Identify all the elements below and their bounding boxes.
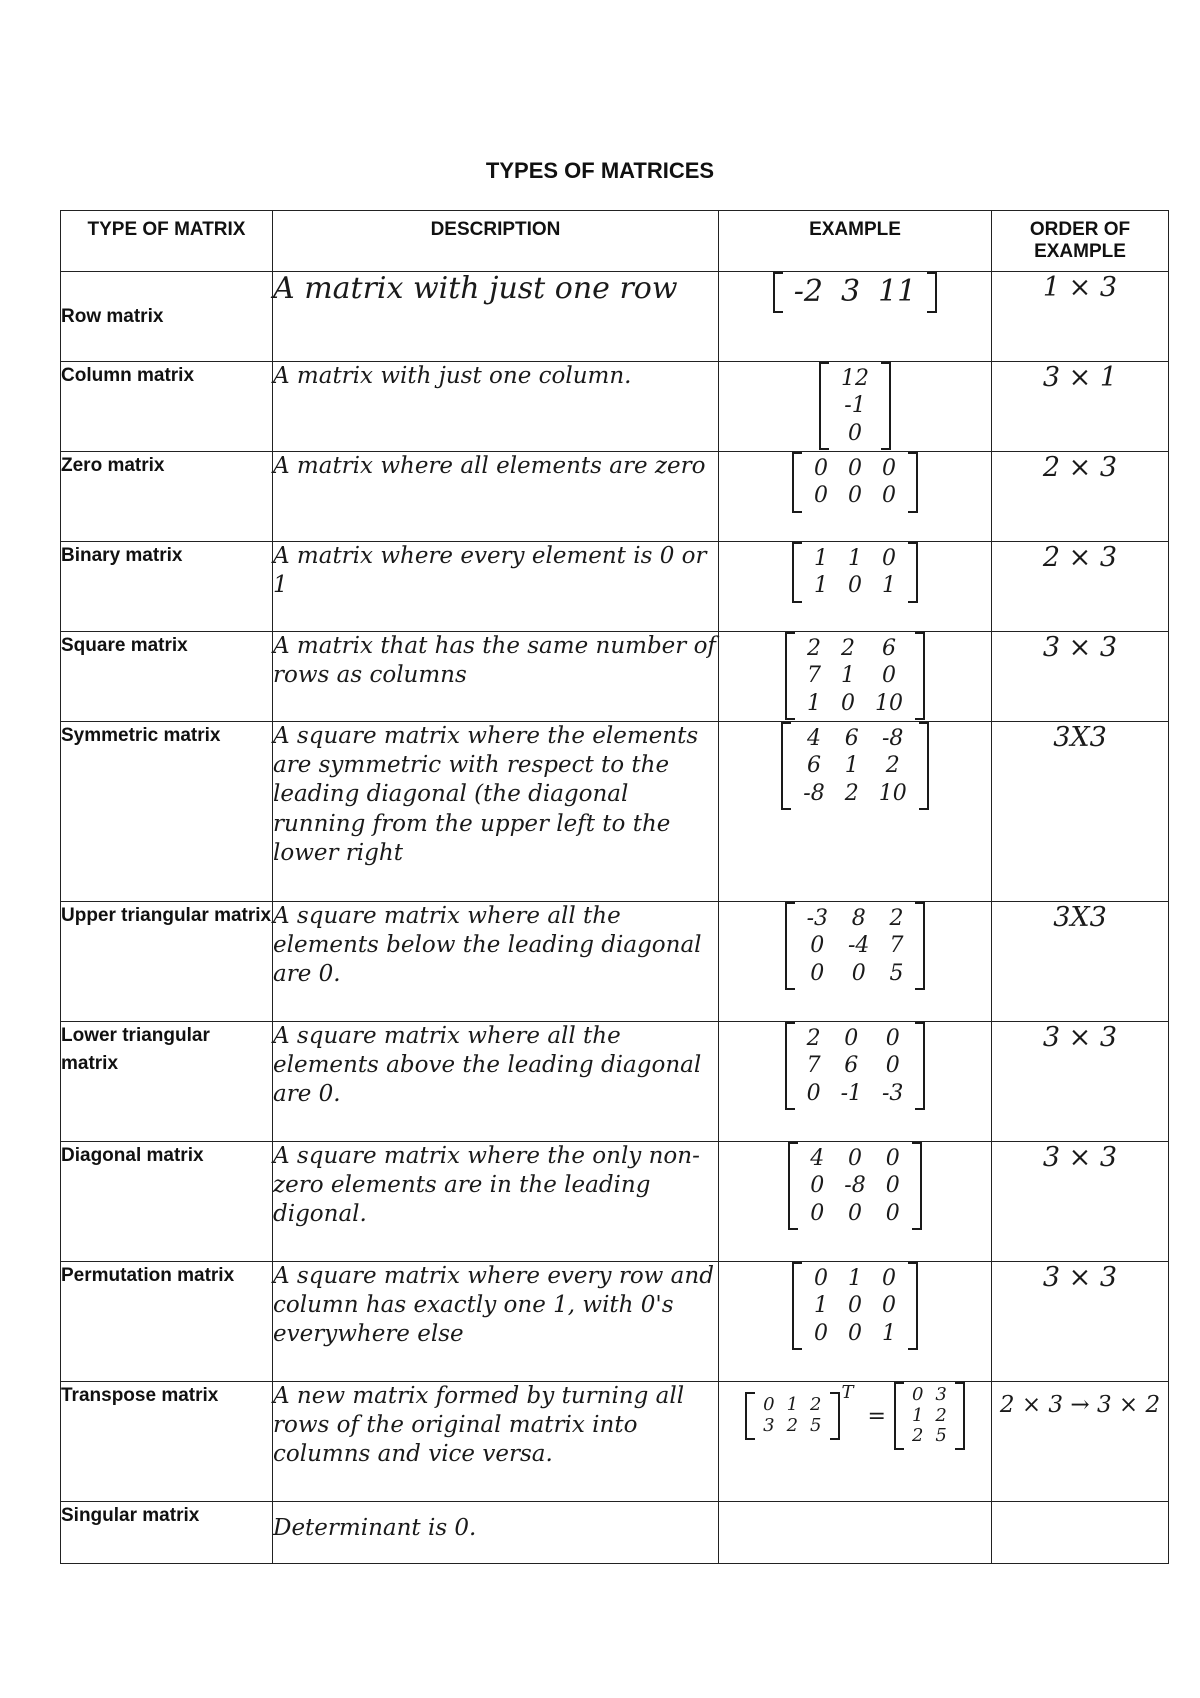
matrix-row	[804, 482, 906, 509]
matrix-type-name: Symmetric matrix	[61, 722, 273, 902]
matrix-entry: 0	[848, 1293, 862, 1319]
matrix-order	[992, 1502, 1169, 1564]
matrix-example	[719, 1502, 992, 1564]
matrix-description: A matrix that has the same number of rows as columns	[273, 632, 719, 722]
matrix-entry: 1	[841, 663, 855, 689]
matrix-type-name: Lower triangular matrix	[61, 1022, 273, 1142]
matrix-entry: 3	[935, 1384, 947, 1405]
matrix-description: A square matrix where the elements are symmetric with respect to the leading diagonal (the diagonal running from the upper left to the lower right	[273, 722, 719, 902]
matrix-entry: 7	[806, 1053, 821, 1079]
matrix-row	[797, 662, 913, 689]
matrix-row	[800, 1145, 909, 1172]
matrix-type-name: Zero matrix	[61, 452, 273, 542]
matrix-type-name: Upper triangular matrix	[61, 902, 273, 1022]
matrix-entry: 0	[882, 546, 896, 571]
transpose-expression	[745, 1382, 965, 1450]
matrix-example	[719, 272, 992, 362]
matrix-description: A matrix where every element is 0 or 1	[273, 542, 719, 632]
matrix-row	[804, 545, 906, 572]
matrix-entry: 4	[810, 1146, 825, 1171]
matrix-entry: 1	[882, 1320, 896, 1346]
matrix-entry: 4	[807, 726, 821, 751]
matrix-entry: 1	[814, 573, 828, 599]
page-title: TYPES OF MATRICES	[485, 158, 715, 183]
matrix-entry: 2	[806, 1026, 821, 1051]
matrix-entry: 0	[885, 1026, 900, 1051]
matrix-order: 2 × 3	[992, 452, 1169, 542]
matrix-grid	[804, 545, 906, 600]
matrix-example	[719, 1262, 992, 1382]
matrix-entry: 5	[889, 960, 904, 986]
matrix-brackets	[781, 722, 928, 810]
table-row	[61, 1142, 1169, 1262]
matrix-entry: 0	[885, 1053, 900, 1079]
matrix-type-name: Diagonal matrix	[61, 1142, 273, 1262]
matrix-entry: 1	[848, 1266, 862, 1291]
matrix-entry: 2	[807, 636, 821, 661]
matrix-entry: 0	[882, 456, 896, 481]
matrix-order: 2 × 3 → 3 × 2	[992, 1382, 1169, 1502]
matrix-example	[719, 452, 992, 542]
matrix-entry: 6	[807, 753, 821, 779]
matrix-order: 3 × 3	[992, 1022, 1169, 1142]
matrix-row	[831, 365, 879, 392]
matrix-order: 3X3	[992, 902, 1169, 1022]
matrix-row	[757, 1416, 827, 1437]
matrix-row	[797, 1080, 914, 1107]
matrix-entry: 6	[882, 636, 896, 661]
matrix-entry: 2	[844, 780, 859, 806]
matrix-entry: 5	[935, 1425, 947, 1447]
table-row	[61, 362, 1169, 452]
matrix-order: 3 × 1	[992, 362, 1169, 452]
matrix-row	[906, 1406, 953, 1427]
matrix-entry: 0	[882, 1266, 896, 1291]
matrix-order: 3 × 3	[992, 1142, 1169, 1262]
matrix-entry: -1	[840, 1080, 862, 1106]
table-header-row	[61, 211, 1169, 272]
matrix-brackets	[894, 1382, 965, 1450]
matrix-grid	[804, 1265, 906, 1347]
matrix-description: A square matrix where all the elements below the leading diagonal are 0.	[273, 902, 719, 1022]
matrix-type-name: Singular matrix	[61, 1502, 273, 1564]
matrix-entry: 0	[814, 483, 828, 509]
header-type: TYPE OF MATRIX	[61, 211, 273, 272]
matrix-example	[719, 632, 992, 722]
matrix-row	[797, 932, 914, 959]
matrix-entry: 0	[763, 1394, 775, 1416]
matrix-type-name: Row matrix	[61, 272, 273, 362]
matrix-row	[797, 960, 914, 987]
matrix-entry: 1	[814, 1293, 828, 1319]
matrix-description: A matrix with just one column.	[273, 362, 719, 452]
matrix-brackets	[785, 1022, 926, 1110]
matrix-grid	[793, 725, 916, 807]
transpose-superscript: T	[841, 1382, 854, 1403]
matrix-entry: 7	[889, 933, 904, 959]
matrix-row	[800, 1172, 909, 1199]
matrix-entry: 0	[810, 1200, 825, 1226]
matrix-row	[797, 635, 913, 662]
matrix-entry: 1	[848, 546, 862, 571]
table-row	[61, 452, 1169, 542]
matrix-brackets	[785, 902, 926, 990]
matrix-row	[906, 1385, 953, 1406]
matrix-entry: 0	[885, 1173, 900, 1199]
matrix-brackets	[773, 272, 938, 313]
matrix-entry: 10	[875, 690, 903, 716]
matrix-entry: 6	[844, 1053, 859, 1079]
table-row	[61, 272, 1169, 362]
matrix-entry: 0	[814, 1266, 828, 1291]
matrix-entry: 6	[844, 726, 859, 751]
matrix-description: A square matrix where all the elements above the leading diagonal are 0.	[273, 1022, 719, 1142]
matrix-order: 3 × 3	[992, 1262, 1169, 1382]
header-order: ORDER OF EXAMPLE	[992, 211, 1169, 272]
matrix-entry: -4	[848, 933, 870, 959]
matrix-example	[719, 1382, 992, 1502]
matrix-entry: -2	[793, 274, 823, 309]
matrix-entry: -1	[844, 393, 866, 419]
matrix-grid	[797, 635, 913, 717]
matrix-row	[804, 1292, 906, 1319]
equals-sign: =	[867, 1403, 886, 1429]
matrix-grid	[797, 1025, 914, 1107]
matrix-row	[804, 572, 906, 599]
matrix-description: A matrix where all elements are zero	[273, 452, 719, 542]
matrix-example	[719, 902, 992, 1022]
matrix-entry: 1	[807, 690, 821, 716]
matrix-entry: 0	[882, 483, 896, 509]
matrix-entry: 2	[810, 1394, 822, 1416]
matrix-description: A matrix with just one row	[273, 272, 719, 362]
matrix-entry: 2	[786, 1415, 799, 1437]
matrix-entry: 2	[889, 906, 904, 931]
matrix-entry: 0	[844, 1026, 859, 1051]
matrix-entry: 0	[810, 933, 825, 959]
matrix-row	[831, 420, 879, 447]
matrix-row	[785, 275, 926, 310]
table-row	[61, 1262, 1169, 1382]
matrix-brackets	[788, 1142, 921, 1230]
table-row	[61, 1502, 1169, 1564]
matrix-order: 3 × 3	[992, 632, 1169, 722]
matrix-entry: 0	[848, 420, 862, 446]
matrix-example	[719, 362, 992, 452]
matrix-brackets	[792, 1262, 918, 1350]
matrix-entry: 8	[851, 906, 866, 931]
matrix-description: A new matrix formed by turning all rows of the original matrix into columns and vice versa.	[273, 1382, 719, 1502]
matrix-row	[797, 1052, 914, 1079]
matrix-entry: 0	[885, 1146, 900, 1171]
matrix-entry: 11	[878, 274, 917, 309]
matrix-entry: 3	[763, 1415, 775, 1437]
matrix-example	[719, 1022, 992, 1142]
matrix-entry: 0	[851, 960, 866, 986]
matrix-row	[804, 455, 906, 482]
matrix-example	[719, 1142, 992, 1262]
matrix-entry: 12	[841, 366, 869, 391]
matrix-entry: 0	[848, 456, 862, 481]
matrix-entry: 0	[806, 1080, 821, 1106]
matrix-type-name: Binary matrix	[61, 542, 273, 632]
matrix-entry: 1	[911, 1404, 924, 1426]
matrix-order: 3X3	[992, 722, 1169, 902]
matrix-grid	[906, 1385, 953, 1447]
matrix-type-name: Transpose matrix	[61, 1382, 273, 1502]
matrix-description: A square matrix where the only non-zero elements are in the leading digonal.	[273, 1142, 719, 1262]
matrix-entry: -3	[882, 1080, 904, 1106]
matrix-entry: 0	[814, 456, 828, 481]
matrix-brackets	[785, 632, 925, 720]
matrix-type-name: Square matrix	[61, 632, 273, 722]
matrix-entry: 1	[882, 573, 896, 599]
matrix-entry: 2	[841, 636, 855, 661]
table-row	[61, 1022, 1169, 1142]
matrix-entry: 0	[814, 1320, 828, 1346]
matrix-example	[719, 722, 992, 902]
header-description: DESCRIPTION	[273, 211, 719, 272]
matrix-entry: 0	[911, 1384, 924, 1405]
matrix-type-name: Permutation matrix	[61, 1262, 273, 1382]
matrix-entry: 0	[848, 483, 862, 509]
matrix-entry: 7	[807, 663, 821, 689]
matrix-entry: 0	[882, 663, 896, 689]
table-row	[61, 902, 1169, 1022]
matrix-entry: 10	[878, 780, 907, 806]
matrix-description: Determinant is 0.	[273, 1502, 719, 1564]
matrix-entry: 0	[848, 1320, 862, 1346]
table-row	[61, 1382, 1169, 1502]
matrix-row	[804, 1265, 906, 1292]
matrix-entry: 5	[810, 1415, 822, 1437]
matrix-row	[800, 1200, 909, 1227]
matrix-order: 1 × 3	[992, 272, 1169, 362]
matrix-entry: 0	[882, 1293, 896, 1319]
table-row	[61, 632, 1169, 722]
matrix-row	[793, 752, 916, 779]
matrix-row	[831, 392, 879, 419]
matrix-row	[757, 1395, 827, 1416]
matrix-entry: 1	[786, 1394, 799, 1416]
matrix-grid	[800, 1145, 909, 1227]
matrix-entry: 2	[911, 1425, 924, 1447]
matrix-entry: 0	[885, 1200, 900, 1226]
matrix-brackets	[792, 542, 918, 603]
matrix-grid	[785, 275, 926, 310]
matrix-row	[906, 1426, 953, 1447]
matrix-entry: 1	[844, 753, 859, 779]
matrix-types-table	[60, 210, 1169, 1564]
matrix-order: 2 × 3	[992, 542, 1169, 632]
matrix-brackets	[745, 1392, 839, 1439]
matrix-row	[793, 725, 916, 752]
header-example: EXAMPLE	[719, 211, 992, 272]
matrix-type-name: Column matrix	[61, 362, 273, 452]
matrix-example	[719, 542, 992, 632]
matrix-description: A square matrix where every row and column has exactly one 1, with 0's everywhere else	[273, 1262, 719, 1382]
matrix-entry: 0	[841, 690, 855, 716]
matrix-entry: 0	[848, 573, 862, 599]
matrix-entry: -8	[803, 780, 825, 806]
matrix-entry: 0	[848, 1146, 862, 1171]
matrix-row	[797, 905, 914, 932]
matrix-brackets	[792, 452, 918, 513]
matrix-row	[804, 1320, 906, 1347]
matrix-entry: -8	[844, 1173, 866, 1199]
table-row	[61, 722, 1169, 902]
matrix-entry: 0	[848, 1200, 862, 1226]
matrix-entry: 3	[840, 274, 861, 309]
matrix-row	[797, 1025, 914, 1052]
matrix-entry: -8	[882, 726, 904, 751]
matrix-brackets	[819, 362, 891, 450]
matrix-entry: 1	[814, 546, 828, 571]
matrix-entry: 0	[810, 1173, 825, 1199]
matrix-row	[793, 780, 916, 807]
table-row	[61, 542, 1169, 632]
matrix-grid	[757, 1395, 827, 1436]
matrix-entry: 2	[885, 753, 900, 779]
matrix-grid	[804, 455, 906, 510]
matrix-entry: 2	[935, 1404, 947, 1426]
matrix-row	[797, 690, 913, 717]
matrix-entry: 0	[810, 960, 825, 986]
matrix-grid	[797, 905, 914, 987]
matrix-entry: -3	[806, 906, 828, 931]
matrix-grid	[831, 365, 879, 447]
